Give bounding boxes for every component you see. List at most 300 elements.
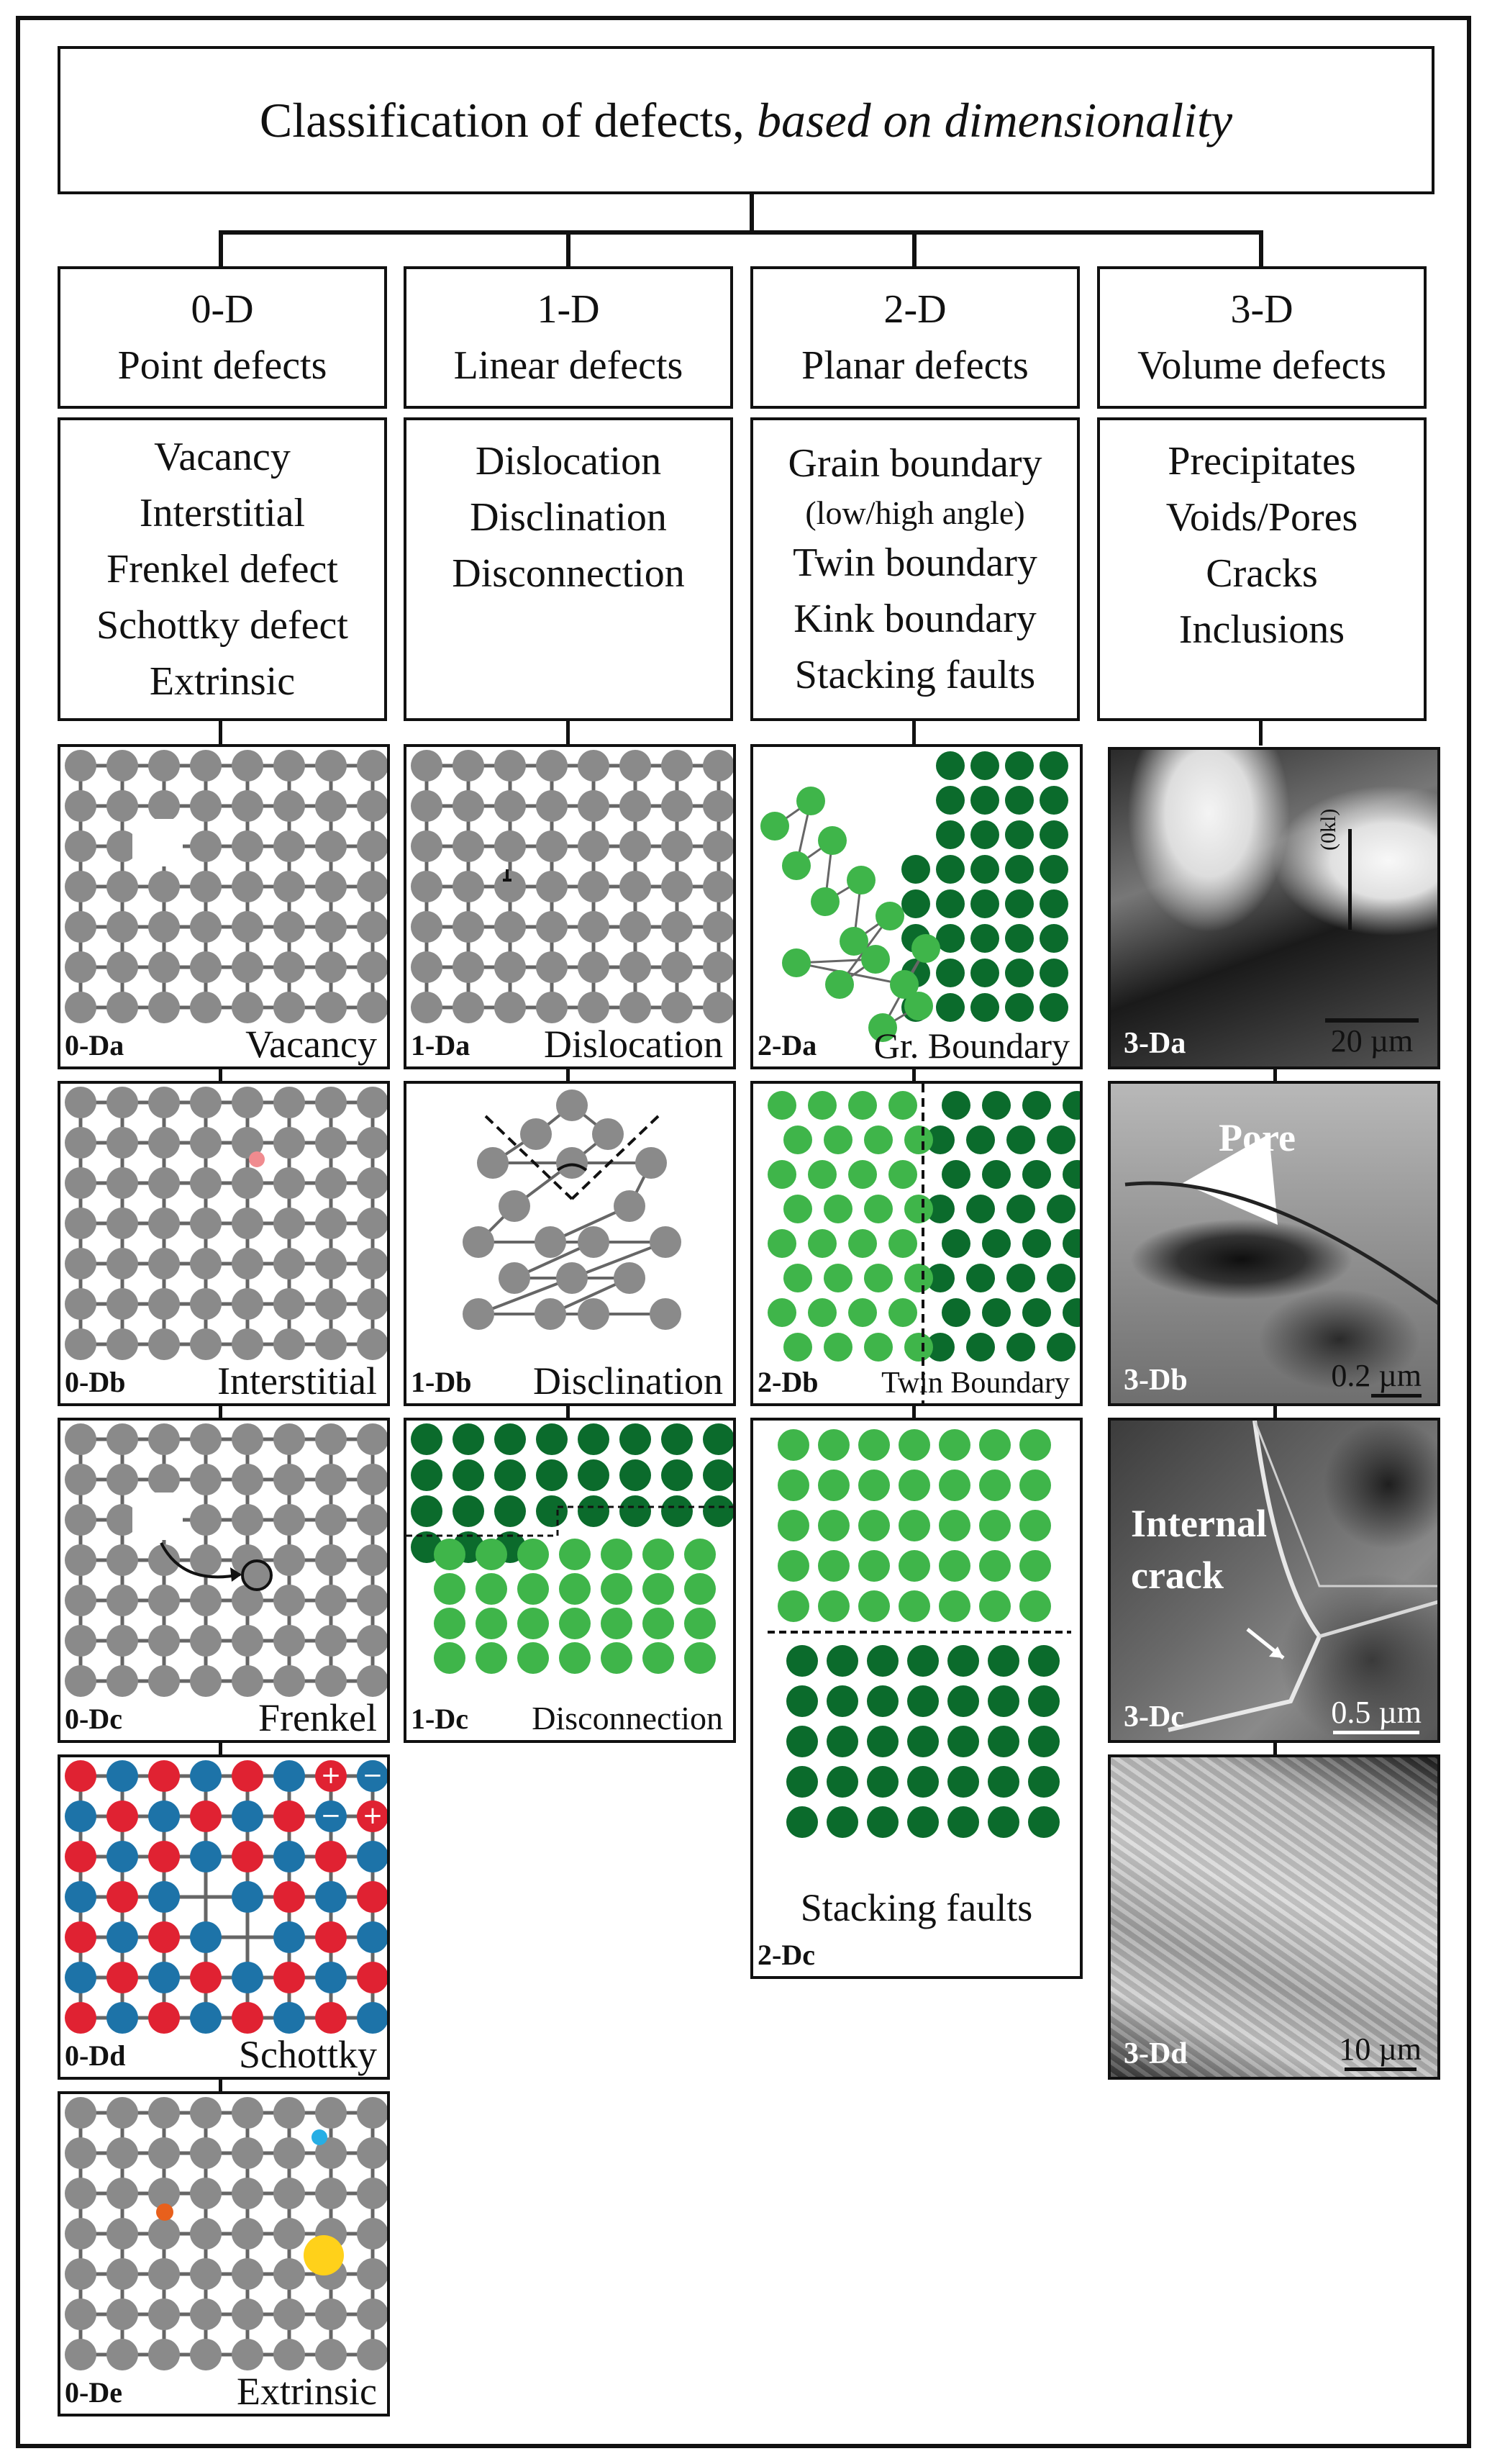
list-item: Cracks (1206, 551, 1318, 596)
wire-joint (219, 1743, 222, 1754)
atom (190, 1423, 222, 1455)
list-item: Stacking faults (794, 653, 1036, 697)
atom (65, 2097, 96, 2129)
header-1d-dim: 1-D (537, 287, 600, 332)
atom (148, 1328, 180, 1360)
atom (650, 1298, 681, 1330)
atom (232, 1841, 263, 1872)
atom (148, 2258, 180, 2290)
atom (827, 1806, 858, 1838)
panel-label: Dislocation (544, 1023, 723, 1066)
panel-id: 1-Db (411, 1366, 472, 1398)
atom (273, 1328, 305, 1360)
atom (65, 871, 96, 902)
panel-1Da (404, 744, 736, 1069)
panel-label: Interstitial (217, 1359, 377, 1403)
atom (703, 992, 735, 1023)
grain-atom-dark (970, 993, 999, 1022)
grain-atom-dark (936, 889, 965, 918)
atom (106, 2298, 138, 2330)
grain-atom-dark (1005, 786, 1034, 815)
wire-col1 (566, 230, 570, 268)
atom (148, 1423, 180, 1455)
header-1d-name: Linear defects (453, 343, 683, 388)
panel-0Db (58, 1081, 390, 1406)
annotation-internal: Internal (1131, 1502, 1267, 1545)
atom (907, 1726, 939, 1757)
atom (939, 1469, 970, 1501)
atom (106, 1423, 138, 1455)
list-3d (1097, 417, 1427, 721)
atom (411, 1423, 442, 1455)
atom (650, 1226, 681, 1258)
atom (148, 1288, 180, 1320)
grain-atom-light (782, 948, 811, 977)
atom (661, 1495, 693, 1527)
atom (190, 1208, 222, 1239)
atom (106, 1167, 138, 1199)
atom (619, 1423, 651, 1455)
header-3d-name: Volume defects (1137, 343, 1386, 388)
atom (232, 2137, 263, 2169)
atom (499, 1190, 530, 1222)
wire-list0 (219, 721, 222, 746)
atom (65, 2137, 96, 2169)
atom (315, 2339, 347, 2370)
atom (559, 1608, 591, 1639)
atom (65, 1921, 96, 1953)
atom (273, 2097, 305, 2129)
atom (453, 871, 484, 902)
atom (190, 2002, 222, 2034)
atom (148, 2298, 180, 2330)
atom (65, 1423, 96, 1455)
atom (190, 871, 222, 902)
atom (1028, 1685, 1060, 1717)
atom (148, 1087, 180, 1118)
atom (65, 1625, 96, 1657)
atom (190, 1962, 222, 1993)
atom (190, 1801, 222, 1832)
twin-atom-light (904, 1264, 933, 1292)
atom (273, 1962, 305, 1993)
atom (661, 1423, 693, 1455)
scale-bar-line (1333, 1731, 1419, 1734)
atom (947, 1766, 979, 1798)
wire-col0 (219, 230, 223, 268)
atom (703, 1423, 735, 1455)
atom (578, 1459, 609, 1491)
atom (315, 1208, 347, 1239)
atom (190, 1504, 222, 1536)
twin-atom-dark (966, 1125, 995, 1154)
charge-sign: − (362, 1761, 383, 1790)
atom (494, 790, 526, 822)
atom (536, 911, 568, 943)
atom (65, 911, 96, 943)
twin-atom-dark (1063, 1160, 1083, 1189)
atom (536, 830, 568, 862)
atom (939, 1590, 970, 1622)
atom (315, 911, 347, 943)
atom (65, 1760, 96, 1792)
atom (357, 911, 388, 943)
atom (858, 1510, 890, 1541)
atom (357, 1087, 388, 1118)
twin-atom-dark (1006, 1125, 1035, 1154)
atom (827, 1685, 858, 1717)
atom (536, 871, 568, 902)
atom (619, 1459, 651, 1491)
atom (619, 790, 651, 822)
scale-bar-label: 0.5 µm (1331, 1695, 1422, 1730)
twin-atom-dark (942, 1298, 970, 1327)
twin-atom-dark (1006, 1264, 1035, 1292)
atom (232, 1665, 263, 1697)
atom (273, 1208, 305, 1239)
atom (148, 871, 180, 902)
atom (661, 1459, 693, 1491)
atom (867, 1726, 899, 1757)
panel-0Dd (58, 1754, 390, 2080)
atom (357, 1665, 388, 1697)
atom (65, 1208, 96, 1239)
atom (899, 1550, 930, 1582)
atom (148, 1464, 180, 1495)
atom (315, 1464, 347, 1495)
atom (106, 1921, 138, 1953)
twin-atom-light (888, 1298, 917, 1327)
atom (273, 1760, 305, 1792)
header-2d (750, 266, 1080, 409)
atom (148, 1801, 180, 1832)
vacancy-site (132, 1493, 183, 1540)
twin-atom-light (864, 1195, 893, 1223)
atom (273, 1585, 305, 1616)
atom (315, 1585, 347, 1616)
atom (106, 1801, 138, 1832)
atom (232, 1801, 263, 1832)
grain-atom-light (861, 945, 890, 974)
atom (357, 1504, 388, 1536)
atom (232, 1881, 263, 1913)
photo-id: 3-Dd (1124, 2037, 1188, 2070)
atom (315, 1167, 347, 1199)
grain-atom-light (904, 992, 933, 1020)
atom (684, 1573, 716, 1605)
wire-list3 (1259, 721, 1263, 746)
wire-joint (912, 1069, 916, 1081)
atom (148, 2339, 180, 2370)
atom (642, 1539, 674, 1570)
atom (232, 1464, 263, 1495)
list-1d (404, 417, 733, 721)
twin-atom-light (824, 1195, 852, 1223)
list-0d (58, 417, 387, 721)
atom (642, 1608, 674, 1639)
atom (601, 1539, 632, 1570)
list-item: Vacancy (154, 435, 291, 479)
grain-atom-dark (901, 855, 930, 884)
impurity-small (312, 2129, 327, 2145)
atom (65, 1585, 96, 1616)
atom (106, 2258, 138, 2290)
wire-joint (912, 1406, 916, 1418)
grain-atom-dark (1040, 924, 1068, 953)
panel-id: 1-Dc (411, 1703, 468, 1735)
atom (232, 871, 263, 902)
atom (979, 1429, 1011, 1461)
atom (818, 1429, 850, 1461)
atom (65, 2339, 96, 2370)
atom (315, 1087, 347, 1118)
atom (106, 2002, 138, 2034)
atom (273, 1248, 305, 1279)
atom (899, 1590, 930, 1622)
wire-joint (566, 1069, 570, 1081)
panel-id: 2-Da (758, 1029, 817, 1061)
twin-atom-light (783, 1333, 812, 1362)
atom (315, 2002, 347, 2034)
atom (536, 750, 568, 782)
atom (357, 1921, 388, 1953)
atom (273, 2298, 305, 2330)
atom (232, 1248, 263, 1279)
grain-atom-dark (936, 786, 965, 815)
panel-2Db (750, 1081, 1083, 1406)
atom (357, 2258, 388, 2290)
atom (232, 1328, 263, 1360)
twin-atom-dark (1006, 1333, 1035, 1362)
twin-atom-light (768, 1298, 796, 1327)
list-item: Grain boundary (788, 441, 1042, 486)
list-item: Voids/Pores (1165, 495, 1358, 540)
atom (661, 871, 693, 902)
atom (190, 992, 222, 1023)
wire-joint (1273, 1743, 1277, 1754)
atom (578, 790, 609, 822)
atom (190, 1921, 222, 1953)
atom (988, 1766, 1019, 1798)
atom (661, 750, 693, 782)
atom (778, 1550, 809, 1582)
twin-atom-light (808, 1160, 837, 1189)
atom (148, 1962, 180, 1993)
atom (106, 2339, 138, 2370)
atom (190, 1841, 222, 1872)
atom (778, 1429, 809, 1461)
wire-title-down (750, 194, 754, 235)
atom (106, 911, 138, 943)
twin-atom-dark (1022, 1091, 1051, 1120)
atom (106, 790, 138, 822)
atom (315, 1328, 347, 1360)
grain-atom-dark (1040, 751, 1068, 780)
atom (148, 1665, 180, 1697)
atom (65, 2178, 96, 2209)
atom (867, 1685, 899, 1717)
atom (684, 1642, 716, 1674)
twin-atom-dark (1006, 1195, 1035, 1223)
twin-atom-dark (942, 1229, 970, 1258)
atom (273, 2218, 305, 2250)
atom (357, 1127, 388, 1159)
atom (578, 1423, 609, 1455)
grain-atom-light (796, 787, 825, 815)
atom (315, 1248, 347, 1279)
atom (786, 1726, 818, 1757)
atom (494, 871, 526, 902)
atom (939, 1550, 970, 1582)
panel-label: Schottky (238, 2033, 377, 2076)
atom (614, 1190, 645, 1222)
atom (411, 911, 442, 943)
atom (65, 1801, 96, 1832)
atom (148, 2137, 180, 2169)
list-item: Frenkel defect (106, 547, 338, 592)
atom (65, 830, 96, 862)
atom (148, 1127, 180, 1159)
impurity-substitution (156, 2203, 173, 2221)
atom (818, 1469, 850, 1501)
atom (65, 2002, 96, 2034)
atom (818, 1550, 850, 1582)
atom (357, 1841, 388, 1872)
atom (106, 951, 138, 983)
twin-atom-dark (982, 1091, 1011, 1120)
atom (232, 2258, 263, 2290)
grain-atom-dark (1005, 959, 1034, 987)
atom (703, 1459, 735, 1491)
atom (148, 790, 180, 822)
twin-atom-light (808, 1229, 837, 1258)
atom (858, 1590, 890, 1622)
atom (65, 750, 96, 782)
atom (827, 1766, 858, 1798)
atom (106, 1665, 138, 1697)
twin-atom-dark (1047, 1333, 1076, 1362)
twin-atom-light (904, 1125, 933, 1154)
atom (592, 1118, 624, 1150)
atom (858, 1469, 890, 1501)
atom (106, 1841, 138, 1872)
atom (601, 1573, 632, 1605)
atom (786, 1685, 818, 1717)
panel-1Dc (404, 1418, 736, 1743)
atom (148, 2218, 180, 2250)
atom (106, 1544, 138, 1576)
atom (939, 1429, 970, 1461)
atom (190, 911, 222, 943)
atom (979, 1510, 1011, 1541)
atom (899, 1429, 930, 1461)
atom (315, 1423, 347, 1455)
scale-bar (1331, 1357, 1422, 1398)
atom (1028, 1645, 1060, 1677)
list-item: Extrinsic (149, 659, 296, 704)
atom (148, 1585, 180, 1616)
atom (65, 790, 96, 822)
panel-label: Gr. Boundary (873, 1025, 1070, 1066)
extrinsic-lattice (60, 2094, 390, 2417)
atom (536, 1495, 568, 1527)
atom (190, 1585, 222, 1616)
atom (357, 2178, 388, 2209)
twin-atom-light (864, 1333, 893, 1362)
list-item: (low/high angle) (805, 494, 1025, 531)
twin-atom-light (888, 1229, 917, 1258)
atom (578, 1226, 609, 1258)
atom (190, 2097, 222, 2129)
atom (106, 1585, 138, 1616)
atom (106, 1288, 138, 1320)
list-item: Interstitial (139, 491, 306, 535)
atom (536, 992, 568, 1023)
atom (315, 1625, 347, 1657)
atom (190, 1464, 222, 1495)
atom (148, 1921, 180, 1953)
atom (556, 1090, 588, 1121)
atom (65, 951, 96, 983)
atom (65, 1087, 96, 1118)
atom (315, 2097, 347, 2129)
wire-joint (566, 1406, 570, 1418)
atom (106, 1328, 138, 1360)
atom (601, 1642, 632, 1674)
atom (232, 1167, 263, 1199)
panel-2Dc (750, 1418, 1083, 1979)
atom (232, 2178, 263, 2209)
atom (315, 790, 347, 822)
atom (619, 871, 651, 902)
list-item: Kink boundary (793, 597, 1037, 641)
panel-id: 0-Dc (65, 1703, 122, 1735)
panel-id: 2-Db (758, 1366, 819, 1398)
atom (476, 1608, 507, 1639)
atom (190, 2137, 222, 2169)
atom (786, 1766, 818, 1798)
atom (273, 790, 305, 822)
photo-id: 3-Dc (1124, 1700, 1184, 1734)
atom (988, 1685, 1019, 1717)
schottky-lattice (60, 1757, 390, 2080)
atom (106, 1248, 138, 1279)
atom (453, 1423, 484, 1455)
atom (578, 871, 609, 902)
atom (907, 1766, 939, 1798)
twin-atom-dark (942, 1160, 970, 1189)
twin-atom-dark (982, 1160, 1011, 1189)
atom (619, 992, 651, 1023)
atom (357, 1328, 388, 1360)
atom (148, 951, 180, 983)
atom (619, 1495, 651, 1527)
atom (190, 1625, 222, 1657)
photo-3Dc (1108, 1418, 1440, 1743)
displaced-atom (242, 1561, 271, 1590)
atom (661, 790, 693, 822)
header-2d-name: Planar defects (801, 343, 1029, 388)
atom (232, 1208, 263, 1239)
atom (357, 2339, 388, 2370)
atom (867, 1806, 899, 1838)
atom (190, 1087, 222, 1118)
atom (315, 2178, 347, 2209)
atom (979, 1590, 1011, 1622)
atom (411, 871, 442, 902)
disclination-lattice (406, 1084, 736, 1406)
atom (273, 871, 305, 902)
